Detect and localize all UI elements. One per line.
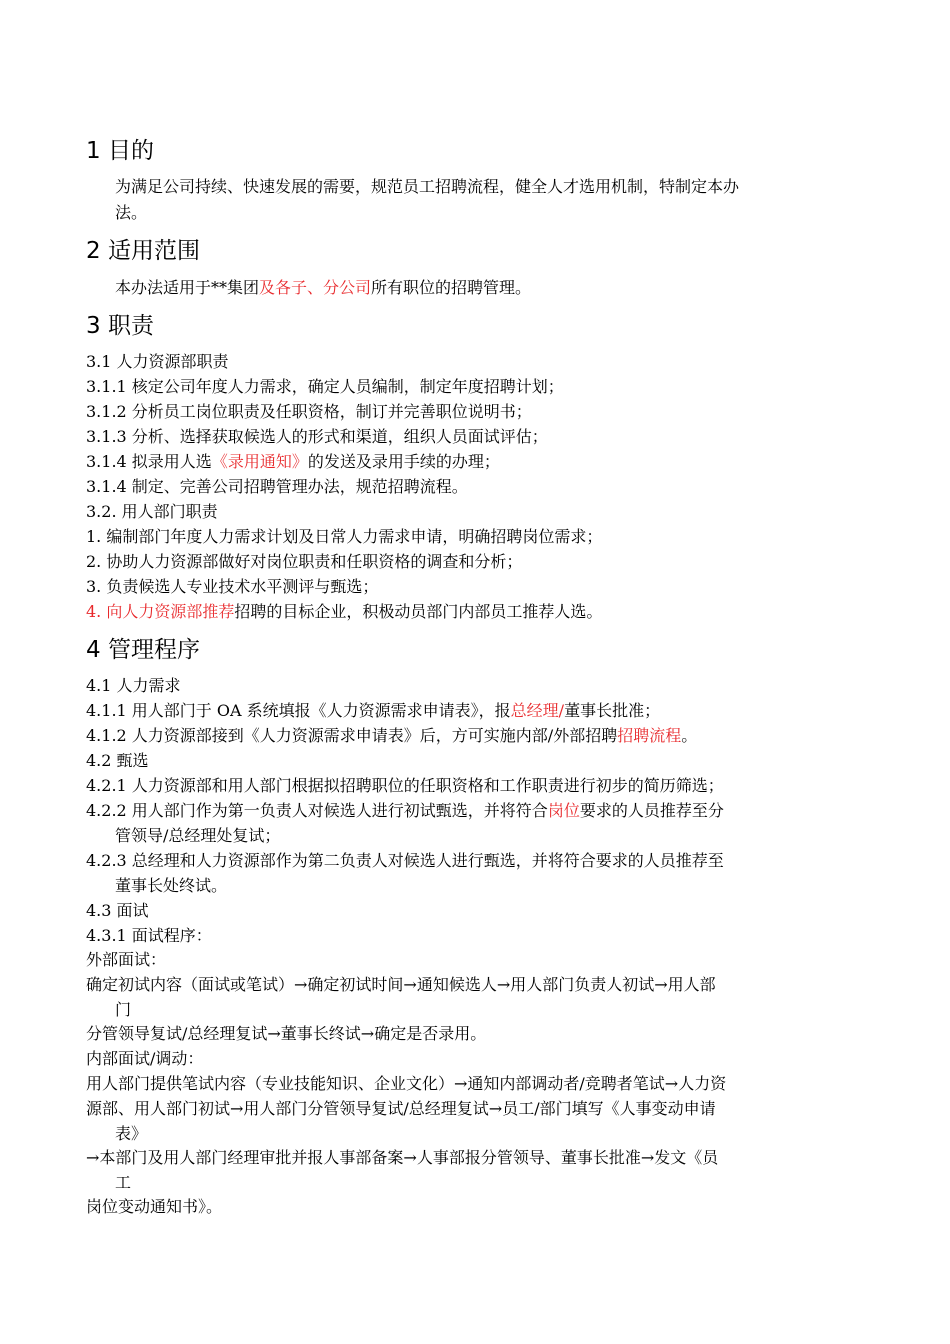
section-3-line: 3.2. 用人部门职责	[86, 502, 218, 521]
section-4-line	[86, 725, 697, 747]
highlighted-text: 《录用通知》	[211, 452, 308, 471]
section-4-line: 4.3 面试	[86, 901, 149, 920]
section-1-text-line: 为满足公司持续、快速发展的需要，规范员工招聘流程，健全人才选用机制，特制定本办	[115, 177, 740, 196]
text-run: 的发送及录用手续的办理；	[307, 452, 500, 471]
section-4-line: 管领导/总经理处复试；	[115, 826, 281, 845]
section-3-line	[86, 601, 602, 623]
text-run: 。	[681, 726, 698, 745]
highlighted-text: 总经理/	[510, 701, 565, 720]
section-1-text-line: 法。	[115, 203, 148, 222]
section-4-line	[86, 700, 660, 722]
text-run: 本办法适用于**集团	[115, 278, 260, 297]
text-run: 4.1.2 人力资源部接到《人力资源需求申请表》后，方可实施内部/外部招聘	[86, 726, 618, 745]
section-3-line: 1. 编制部门年度人力需求计划及日常人力需求申请，明确招聘岗位需求；	[86, 527, 603, 546]
section-4-line: 董事长处终试。	[115, 876, 228, 895]
section-4-line: 4.2 甄选	[86, 751, 149, 770]
text-run: 所有职位的招聘管理。	[371, 278, 532, 297]
section-4-line: 4.2.1 人力资源部和用人部门根据拟招聘职位的任职资格和工作职责进行初步的简历筛选；	[86, 776, 724, 795]
section-3-line: 3.1.1 核定公司年度人力需求，确定人员编制，制定年度招聘计划；	[86, 377, 564, 396]
section-4-line: 门	[115, 1000, 132, 1019]
section-4-line: 外部面试：	[86, 950, 167, 969]
text-run: 3.1.4 拟录用人选	[86, 452, 212, 471]
section-4-line: 分管领导复试/总经理复试→董事长终试→确定是否录用。	[86, 1024, 487, 1043]
section-4-line: 4.2.3 总经理和人力资源部作为第二负责人对候选人进行甄选，并将符合要求的人员推荐至	[86, 851, 724, 870]
text-run: 要求的人员推荐至分	[579, 801, 724, 820]
highlighted-text: 4. 向人力资源部推荐	[86, 602, 235, 621]
section-2-heading: 2 适用范围	[86, 238, 200, 264]
section-4-line: 岗位变动通知书》。	[86, 1197, 223, 1216]
section-4-line: 工	[115, 1173, 132, 1192]
text-run: 4.2.2 用人部门作为第一负责人对候选人进行初试甄选，并将符合	[86, 801, 548, 820]
section-4-line: 4.1 人力需求	[86, 676, 181, 695]
highlighted-text: 及各子、分公司	[259, 278, 372, 297]
section-4-line	[86, 800, 724, 822]
section-4-line: 内部面试/调动：	[86, 1049, 204, 1068]
section-3-line: 3.1.3 分析、选择获取候选人的形式和渠道，组织人员面试评估；	[86, 427, 548, 446]
section-3-line: 3.1.2 分析员工岗位职责及任职资格，制订并完善职位说明书；	[86, 402, 532, 421]
section-4-line: 源部、用人部门初试→用人部门分管领导复试/总经理复试→员工/部门填写《人事变动申请	[86, 1099, 716, 1118]
section-3-line: 2. 协助人力资源部做好对岗位职责和任职资格的调查和分析；	[86, 552, 523, 571]
section-3-line: 3. 负责候选人专业技术水平测评与甄选；	[86, 577, 379, 596]
section-4-line: 表》	[115, 1124, 148, 1143]
highlighted-text: 岗位	[547, 801, 580, 820]
section-4-line: 用人部门提供笔试内容（专业技能知识、企业文化）→通知内部调动者/竞聘者笔试→人力资	[86, 1074, 727, 1093]
section-3-line: 3.1.4 制定、完善公司招聘管理办法，规范招聘流程。	[86, 477, 468, 496]
section-1-heading: 1 目的	[86, 138, 154, 164]
highlighted-text: 招聘流程	[617, 726, 682, 745]
section-4-heading: 4 管理程序	[86, 637, 200, 663]
text-run: 招聘的目标企业，积极动员部门内部员工推荐人选。	[234, 602, 603, 621]
section-3-heading: 3 职责	[86, 313, 154, 339]
text-run: 4.1.1 用人部门于 OA 系统填报《人力资源需求申请表》，报	[86, 701, 511, 720]
text-run: 董事长批准；	[564, 701, 661, 720]
section-4-line: →本部门及用人部门经理审批并报人事部备案→人事部报分管领导、董事长批准→发文《员	[86, 1148, 719, 1167]
section-4-line: 确定初试内容（面试或笔试）→确定初试时间→通知候选人→用人部门负责人初试→用人部	[86, 975, 716, 994]
section-4-line: 4.3.1 面试程序：	[86, 926, 212, 945]
section-2-text-line	[115, 277, 531, 299]
section-3-line	[86, 451, 500, 473]
section-3-line: 3.1 人力资源部职责	[86, 352, 229, 371]
